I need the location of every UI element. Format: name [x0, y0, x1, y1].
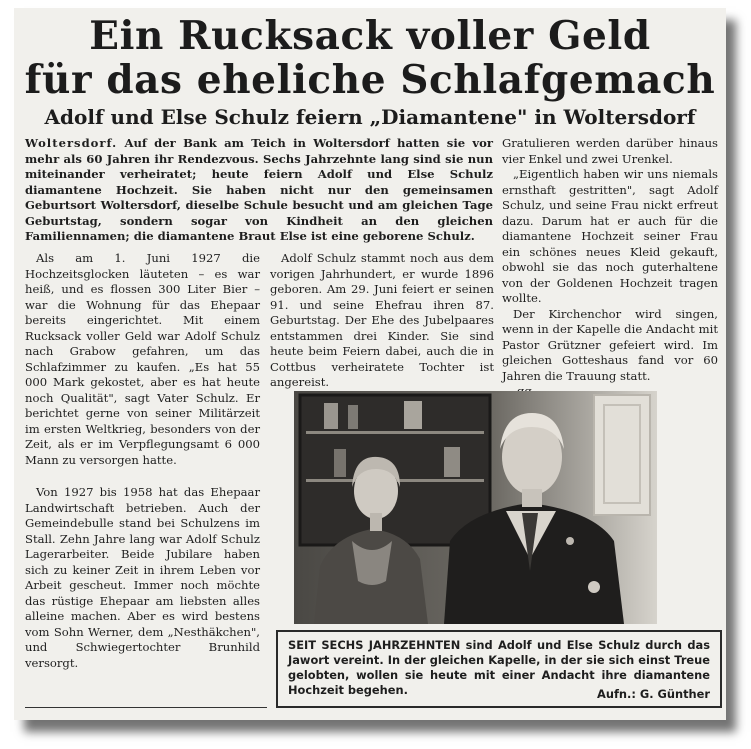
- couple-photo-illustration: [294, 391, 657, 624]
- paragraph-church-choir: Der Kirchenchor wird singen, wenn in der Kapelle die Andacht mit Pastor Grützner gefeiert wird. Im gleichen Gotteshaus fand vor 60 Jahren die Trauung statt.: [502, 306, 718, 383]
- paragraph-grandchildren: Gratulieren werden darüber hinaus vier Enkel und zwei Urenkel.: [502, 136, 718, 166]
- paragraph-birth: Adolf Schulz stammt noch aus dem vorigen Jahrhundert, er wurde 1896 geboren. Am 29. Juni feiert er seinen 91. und seine Ehefrau ihren 87. Geburtstag. Der Ehe des Jubelpaares entstammen drei Kinder. Sie sind heute beim Feiern dabei, auch die in Cottbus verheiratete Tochter ist angereist.: [270, 251, 494, 389]
- bottom-rule: [25, 707, 267, 708]
- subheadline: Adolf und Else Schulz feiern „Diamantene" in Woltersdorf: [44, 105, 696, 129]
- paragraph-never-argued: „Eigentlich haben wir uns niemals ernsthaft gestritten", sagt Adolf Schulz, und seine Frau nickt erfreut dazu. Darum hat er auch für die diamantene Hochzeit seiner Frau ein schönes neues Kleid gekauft, obwohl sie das noch guterhaltene von der Goldenen Hochzeit tragen wollte.: [502, 167, 718, 305]
- column-middle: [270, 251, 494, 391]
- dateline: Woltersdorf.: [25, 136, 118, 150]
- caption-text: sind Adolf und Else Schulz durch das Jawort vereint. In der gleichen Kapelle, in der sie sich einst Treue gelobten, wollen sie heute mit einer Andacht ihre diamantene Hochzeit begehen.: [288, 638, 710, 697]
- lead-paragraph: [25, 136, 493, 245]
- column-left-top: [25, 251, 260, 468]
- headline-line-1: Ein Rucksack voller Geld: [89, 13, 651, 59]
- photo-credit: Aufn.: G. Günther: [597, 687, 710, 701]
- caption-lead: SEIT SECHS JAHRZEHNTEN: [288, 638, 461, 652]
- couple-photo: [294, 391, 657, 624]
- paragraph-wedding-day: Als am 1. Juni 1927 die Hochzeitsglocken läuteten – es war heiß, und es flossen 300 Liter Bier – war die Wohnung für das Ehepaar bereits eingerichtet. Mit einem Rucksack voller Geld war Adolf Schulz nach Grabow gefahren, um das Schlafzimmer zu kaufen. „Es hat 55 000 Mark gekostet, aber es hat heute noch Qualität", sagt Vater Schulz. Er berichtet gerne von seiner Militärzeit im ersten Weltkrieg, besonders von der Zeit, als er im Verpflegungsamt 6 000 Mann zu versorgen hatte.: [25, 251, 260, 467]
- paragraph-farming: Von 1927 bis 1958 hat das Ehepaar Landwirtschaft betrieben. Auch der Gemeindebulle stand bei Schulzens im Stall. Zehn Jahre lang war Adolf Schulz Lagerarbeiter. Beide Jubilare haben sich zu keiner Zeit in ihrem Leben vor Arbeit gescheut. Immer noch möchte das rüstige Ehepaar am liebsten alles alleine machen. Aber es wird bestens vom Sohn Werner, dem „Nesthäkchen", und Schwiegertochter Brunhild versorgt.: [25, 485, 260, 670]
- newspaper-clipping: [14, 8, 726, 720]
- column-left-bottom: [25, 485, 260, 671]
- photo-caption: [276, 630, 722, 708]
- headline-line-2: für das eheliche Schlafgemach: [24, 57, 716, 103]
- lead-text: Auf der Bank am Teich in Woltersdorf hatten sie vor mehr als 60 Jahren ihr Rendezvous. Sechs Jahrzehnte lang sind sie nun miteinander verheiratet; heute feiern Adolf und Else Schulz diamantene Hochzeit. Sie haben nicht nur den gemeinsamen Geburtsort Woltersdorf, dieselbe Schule besucht und am gleichen Tage Geburtstag, sondern sogar von Kindheit an den gleichen Familiennamen; die diamantene Braut Else ist eine geborene Schulz.: [25, 136, 493, 243]
- column-right: [502, 136, 718, 400]
